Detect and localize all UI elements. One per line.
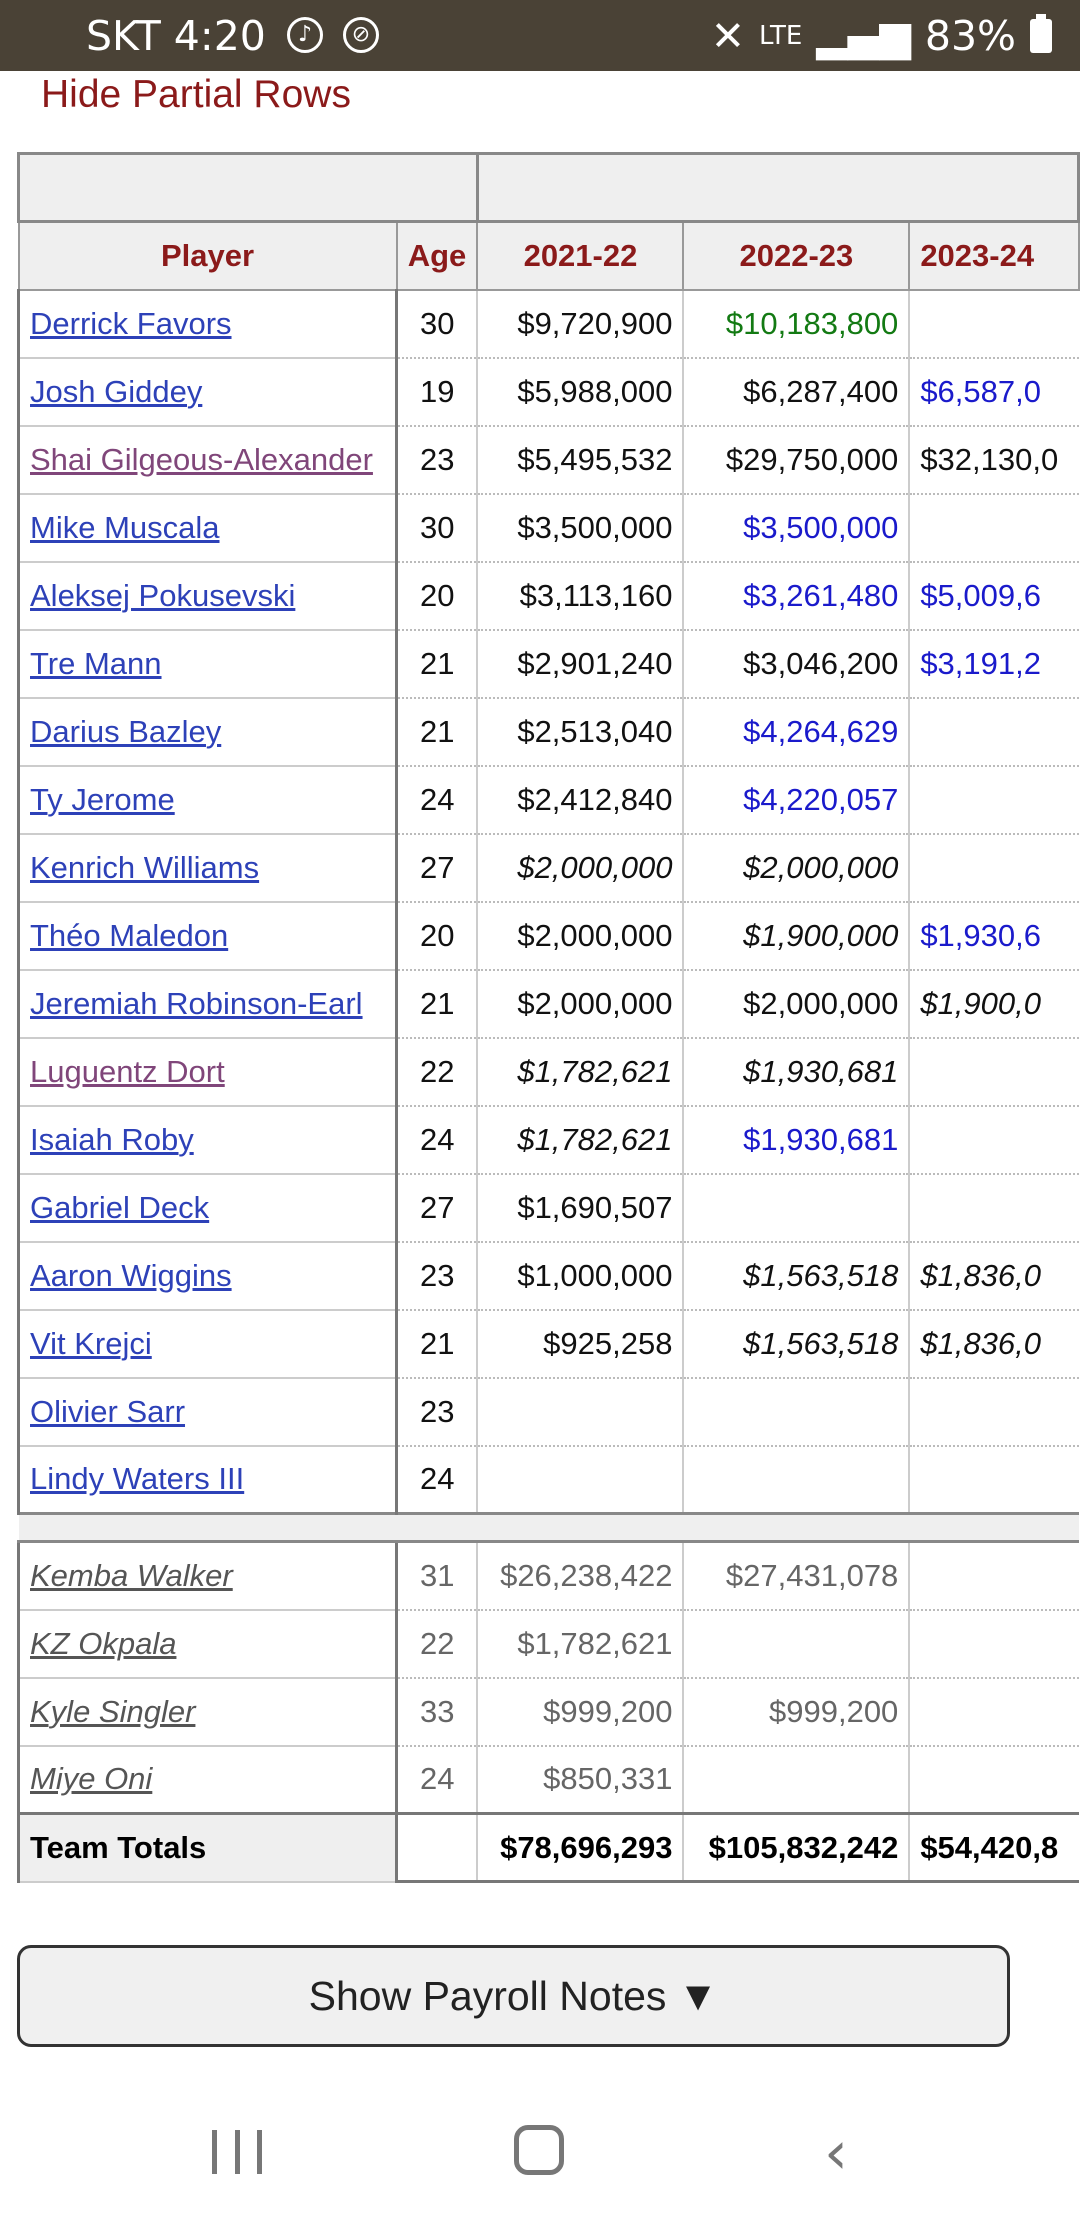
totals-2023-24: $54,420,8 (909, 1814, 1078, 1882)
salary-cell-y2: $29,750,000 (683, 426, 909, 494)
age-cell: 33 (397, 1678, 478, 1746)
music-icon: ♪ (287, 17, 323, 53)
player-link[interactable]: Gabriel Deck (30, 1189, 210, 1225)
totals-age (397, 1814, 478, 1882)
salary-cell-y1: $999,200 (477, 1678, 683, 1746)
player-link[interactable]: Kenrich Williams (30, 849, 260, 885)
salary-cell-y1: $2,513,040 (477, 698, 683, 766)
table-row (19, 358, 1079, 426)
salary-cell-y3: $32,130,0 (909, 426, 1078, 494)
salary-cell-y3 (909, 766, 1078, 834)
nav-bar (0, 2080, 1080, 2220)
dead-money-contracts (19, 1542, 1079, 1814)
salary-cell-y2: $27,431,078 (683, 1542, 909, 1610)
header-2023-24[interactable]: 2023-24 (909, 222, 1078, 290)
status-bar (0, 0, 1080, 71)
age-cell: 21 (397, 1310, 478, 1378)
player-link[interactable]: Kemba Walker (30, 1557, 233, 1593)
salary-cell-y3: $3,191,2 (909, 630, 1078, 698)
salary-cell-y2: $6,287,400 (683, 358, 909, 426)
salary-cell-y2 (683, 1610, 909, 1678)
mute-icon: ✕ (710, 12, 746, 60)
network-label: LTE (759, 21, 803, 51)
salary-cell-y1: $850,331 (477, 1746, 683, 1814)
show-payroll-notes-button[interactable]: Show Payroll Notes ▼ (17, 1945, 1010, 2047)
salary-cell-y3 (909, 1746, 1078, 1814)
salary-cell-y3: $1,930,6 (909, 902, 1078, 970)
player-cell (19, 902, 397, 970)
salary-cell-y3 (909, 698, 1078, 766)
age-cell: 23 (397, 1242, 478, 1310)
salary-cell-y1: $2,901,240 (477, 630, 683, 698)
carrier-time: SKT 4:20 (86, 12, 266, 60)
salary-cell-y3: $1,900,0 (909, 970, 1078, 1038)
age-cell: 20 (397, 902, 478, 970)
salary-cell-y2: $10,183,800 (683, 290, 909, 358)
table-row (19, 1678, 1079, 1746)
player-link[interactable]: Kyle Singler (30, 1693, 196, 1729)
age-cell: 30 (397, 494, 478, 562)
salary-cell-y1: $5,988,000 (477, 358, 683, 426)
salary-cell-y2: $3,500,000 (683, 494, 909, 562)
salary-cell-y1: $1,782,621 (477, 1038, 683, 1106)
salary-cell-y1: $3,500,000 (477, 494, 683, 562)
section-separator (19, 1514, 1079, 1542)
table-row (19, 1746, 1079, 1814)
player-cell (19, 970, 397, 1038)
salary-cell-y3 (909, 1446, 1078, 1514)
salary-cell-y2 (683, 1378, 909, 1446)
salary-cell-y1 (477, 1446, 683, 1514)
payroll-table (17, 152, 1080, 1883)
salary-cell-y3 (909, 1038, 1078, 1106)
table-row (19, 1310, 1079, 1378)
age-cell: 23 (397, 1378, 478, 1446)
salary-cell-y1: $2,000,000 (477, 834, 683, 902)
totals-2021-22: $78,696,293 (477, 1814, 683, 1882)
player-link[interactable]: Jeremiah Robinson-Earl (30, 985, 363, 1021)
header-2022-23[interactable]: 2022-23 (683, 222, 909, 290)
player-link[interactable]: KZ Okpala (30, 1625, 177, 1661)
salary-cell-y3 (909, 1378, 1078, 1446)
salary-cell-y2: $1,930,681 (683, 1106, 909, 1174)
table-row (19, 902, 1079, 970)
player-cell (19, 766, 397, 834)
age-cell: 24 (397, 1746, 478, 1814)
salary-cell-y2: $3,046,200 (683, 630, 909, 698)
player-cell (19, 1242, 397, 1310)
table-row (19, 1542, 1079, 1610)
age-cell: 27 (397, 834, 478, 902)
salary-cell-y1: $1,782,621 (477, 1106, 683, 1174)
separator-cell (19, 1514, 1079, 1542)
player-cell (19, 358, 397, 426)
battery-percent: 83% (924, 12, 1016, 60)
player-link[interactable]: Shai Gilgeous-Alexander (30, 441, 373, 477)
salary-cell-y1: $2,000,000 (477, 970, 683, 1038)
player-link[interactable]: Lindy Waters III (30, 1461, 245, 1497)
table-row (19, 1446, 1079, 1514)
player-cell (19, 1174, 397, 1242)
player-cell (19, 1378, 397, 1446)
player-link[interactable]: Tre Mann (30, 645, 162, 681)
salary-cell-y3 (909, 494, 1078, 562)
recent-apps-icon[interactable] (212, 2130, 262, 2174)
salary-cell-y2: $2,000,000 (683, 834, 909, 902)
age-cell: 30 (397, 290, 478, 358)
salary-cell-y2 (683, 1446, 909, 1514)
table-row (19, 426, 1079, 494)
salary-cell-y1: $2,000,000 (477, 902, 683, 970)
player-link[interactable]: Josh Giddey (30, 373, 203, 409)
age-cell: 24 (397, 1106, 478, 1174)
age-cell: 24 (397, 766, 478, 834)
salary-cell-y3 (909, 290, 1078, 358)
totals-label: Team Totals (19, 1814, 397, 1882)
table-row (19, 290, 1079, 358)
salary-cell-y3: $1,836,0 (909, 1242, 1078, 1310)
salary-cell-y1 (477, 1378, 683, 1446)
status-right (711, 12, 1052, 60)
table-row (19, 766, 1079, 834)
back-icon[interactable]: ‹ (824, 2118, 848, 2188)
age-cell: 21 (397, 970, 478, 1038)
header-row (19, 222, 1079, 290)
header-2021-22[interactable]: 2021-22 (477, 222, 683, 290)
player-link[interactable]: Aleksej Pokusevski (30, 577, 296, 613)
home-icon[interactable] (514, 2125, 564, 2175)
player-link[interactable]: Darius Bazley (30, 713, 222, 749)
table-row (19, 698, 1079, 766)
salary-cell-y2: $4,220,057 (683, 766, 909, 834)
salary-cell-y3 (909, 1106, 1078, 1174)
battery-icon (1030, 19, 1052, 53)
age-cell: 21 (397, 630, 478, 698)
table-row (19, 1106, 1079, 1174)
player-cell (19, 834, 397, 902)
salary-cell-y2 (683, 1174, 909, 1242)
table-row (19, 1242, 1079, 1310)
signal-icon: ▂▄▆ (816, 12, 911, 60)
header-player[interactable]: Player (19, 222, 397, 290)
player-link[interactable]: Ty Jerome (30, 781, 175, 817)
player-cell (19, 290, 397, 358)
salary-cell-y3: $5,009,6 (909, 562, 1078, 630)
player-cell (19, 630, 397, 698)
player-cell (19, 1542, 397, 1610)
age-cell: 22 (397, 1610, 478, 1678)
age-cell: 20 (397, 562, 478, 630)
salary-cell-y3: $1,836,0 (909, 1310, 1078, 1378)
salary-cell-y1: $26,238,422 (477, 1542, 683, 1610)
salary-cell-y2: $3,261,480 (683, 562, 909, 630)
age-cell: 23 (397, 426, 478, 494)
group-header-right (477, 154, 1078, 222)
player-link[interactable]: Miye Oni (30, 1761, 153, 1797)
player-cell (19, 1038, 397, 1106)
salary-cell-y2: $4,264,629 (683, 698, 909, 766)
group-header-row (19, 154, 1079, 222)
salary-cell-y2: $2,000,000 (683, 970, 909, 1038)
salary-cell-y1: $2,412,840 (477, 766, 683, 834)
table-row (19, 834, 1079, 902)
salary-cell-y3 (909, 1678, 1078, 1746)
table-row (19, 562, 1079, 630)
age-cell: 21 (397, 698, 478, 766)
player-cell (19, 426, 397, 494)
salary-cell-y3: $6,587,0 (909, 358, 1078, 426)
totals-row (19, 1814, 1079, 1882)
salary-cell-y3 (909, 1542, 1078, 1610)
active-contracts (19, 290, 1079, 1514)
salary-cell-y1: $1,782,621 (477, 1610, 683, 1678)
header-age[interactable]: Age (397, 222, 478, 290)
no-camera-icon: ⊘ (343, 17, 379, 53)
salary-cell-y2: $999,200 (683, 1678, 909, 1746)
player-cell (19, 494, 397, 562)
age-cell: 27 (397, 1174, 478, 1242)
player-link[interactable]: Isaiah Roby (30, 1121, 194, 1157)
group-header-left (19, 154, 478, 222)
player-cell (19, 698, 397, 766)
age-cell: 24 (397, 1446, 478, 1514)
salary-cell-y2: $1,900,000 (683, 902, 909, 970)
player-link[interactable]: Aaron Wiggins (30, 1257, 232, 1293)
player-cell (19, 1678, 397, 1746)
player-cell (19, 1746, 397, 1814)
age-cell: 19 (397, 358, 478, 426)
totals-2022-23: $105,832,242 (683, 1814, 909, 1882)
age-cell: 22 (397, 1038, 478, 1106)
hide-partial-rows-link[interactable]: Hide Partial Rows (41, 73, 351, 116)
player-link[interactable]: Mike Muscala (30, 509, 220, 545)
table-row (19, 1610, 1079, 1678)
player-cell (19, 1106, 397, 1174)
salary-cell-y1: $5,495,532 (477, 426, 683, 494)
salary-cell-y2 (683, 1746, 909, 1814)
salary-cell-y1: $1,690,507 (477, 1174, 683, 1242)
player-link[interactable]: Olivier Sarr (30, 1393, 186, 1429)
player-link[interactable]: Théo Maledon (30, 917, 229, 953)
player-link[interactable]: Vit Krejci (30, 1325, 152, 1361)
salary-cell-y2: $1,930,681 (683, 1038, 909, 1106)
salary-cell-y3 (909, 834, 1078, 902)
player-link[interactable]: Derrick Favors (30, 305, 232, 341)
table-row (19, 494, 1079, 562)
table-row (19, 630, 1079, 698)
table-row (19, 1174, 1079, 1242)
salary-cell-y3 (909, 1174, 1078, 1242)
player-cell (19, 562, 397, 630)
salary-cell-y1: $1,000,000 (477, 1242, 683, 1310)
player-link[interactable]: Luguentz Dort (30, 1053, 225, 1089)
salary-cell-y1: $925,258 (477, 1310, 683, 1378)
salary-cell-y3 (909, 1610, 1078, 1678)
salary-cell-y1: $3,113,160 (477, 562, 683, 630)
table-row (19, 1038, 1079, 1106)
salary-cell-y2: $1,563,518 (683, 1242, 909, 1310)
player-cell (19, 1446, 397, 1514)
table-row (19, 970, 1079, 1038)
salary-cell-y1: $9,720,900 (477, 290, 683, 358)
salary-cell-y2: $1,563,518 (683, 1310, 909, 1378)
player-cell (19, 1310, 397, 1378)
age-cell: 31 (397, 1542, 478, 1610)
player-cell (19, 1610, 397, 1678)
table-row (19, 1378, 1079, 1446)
